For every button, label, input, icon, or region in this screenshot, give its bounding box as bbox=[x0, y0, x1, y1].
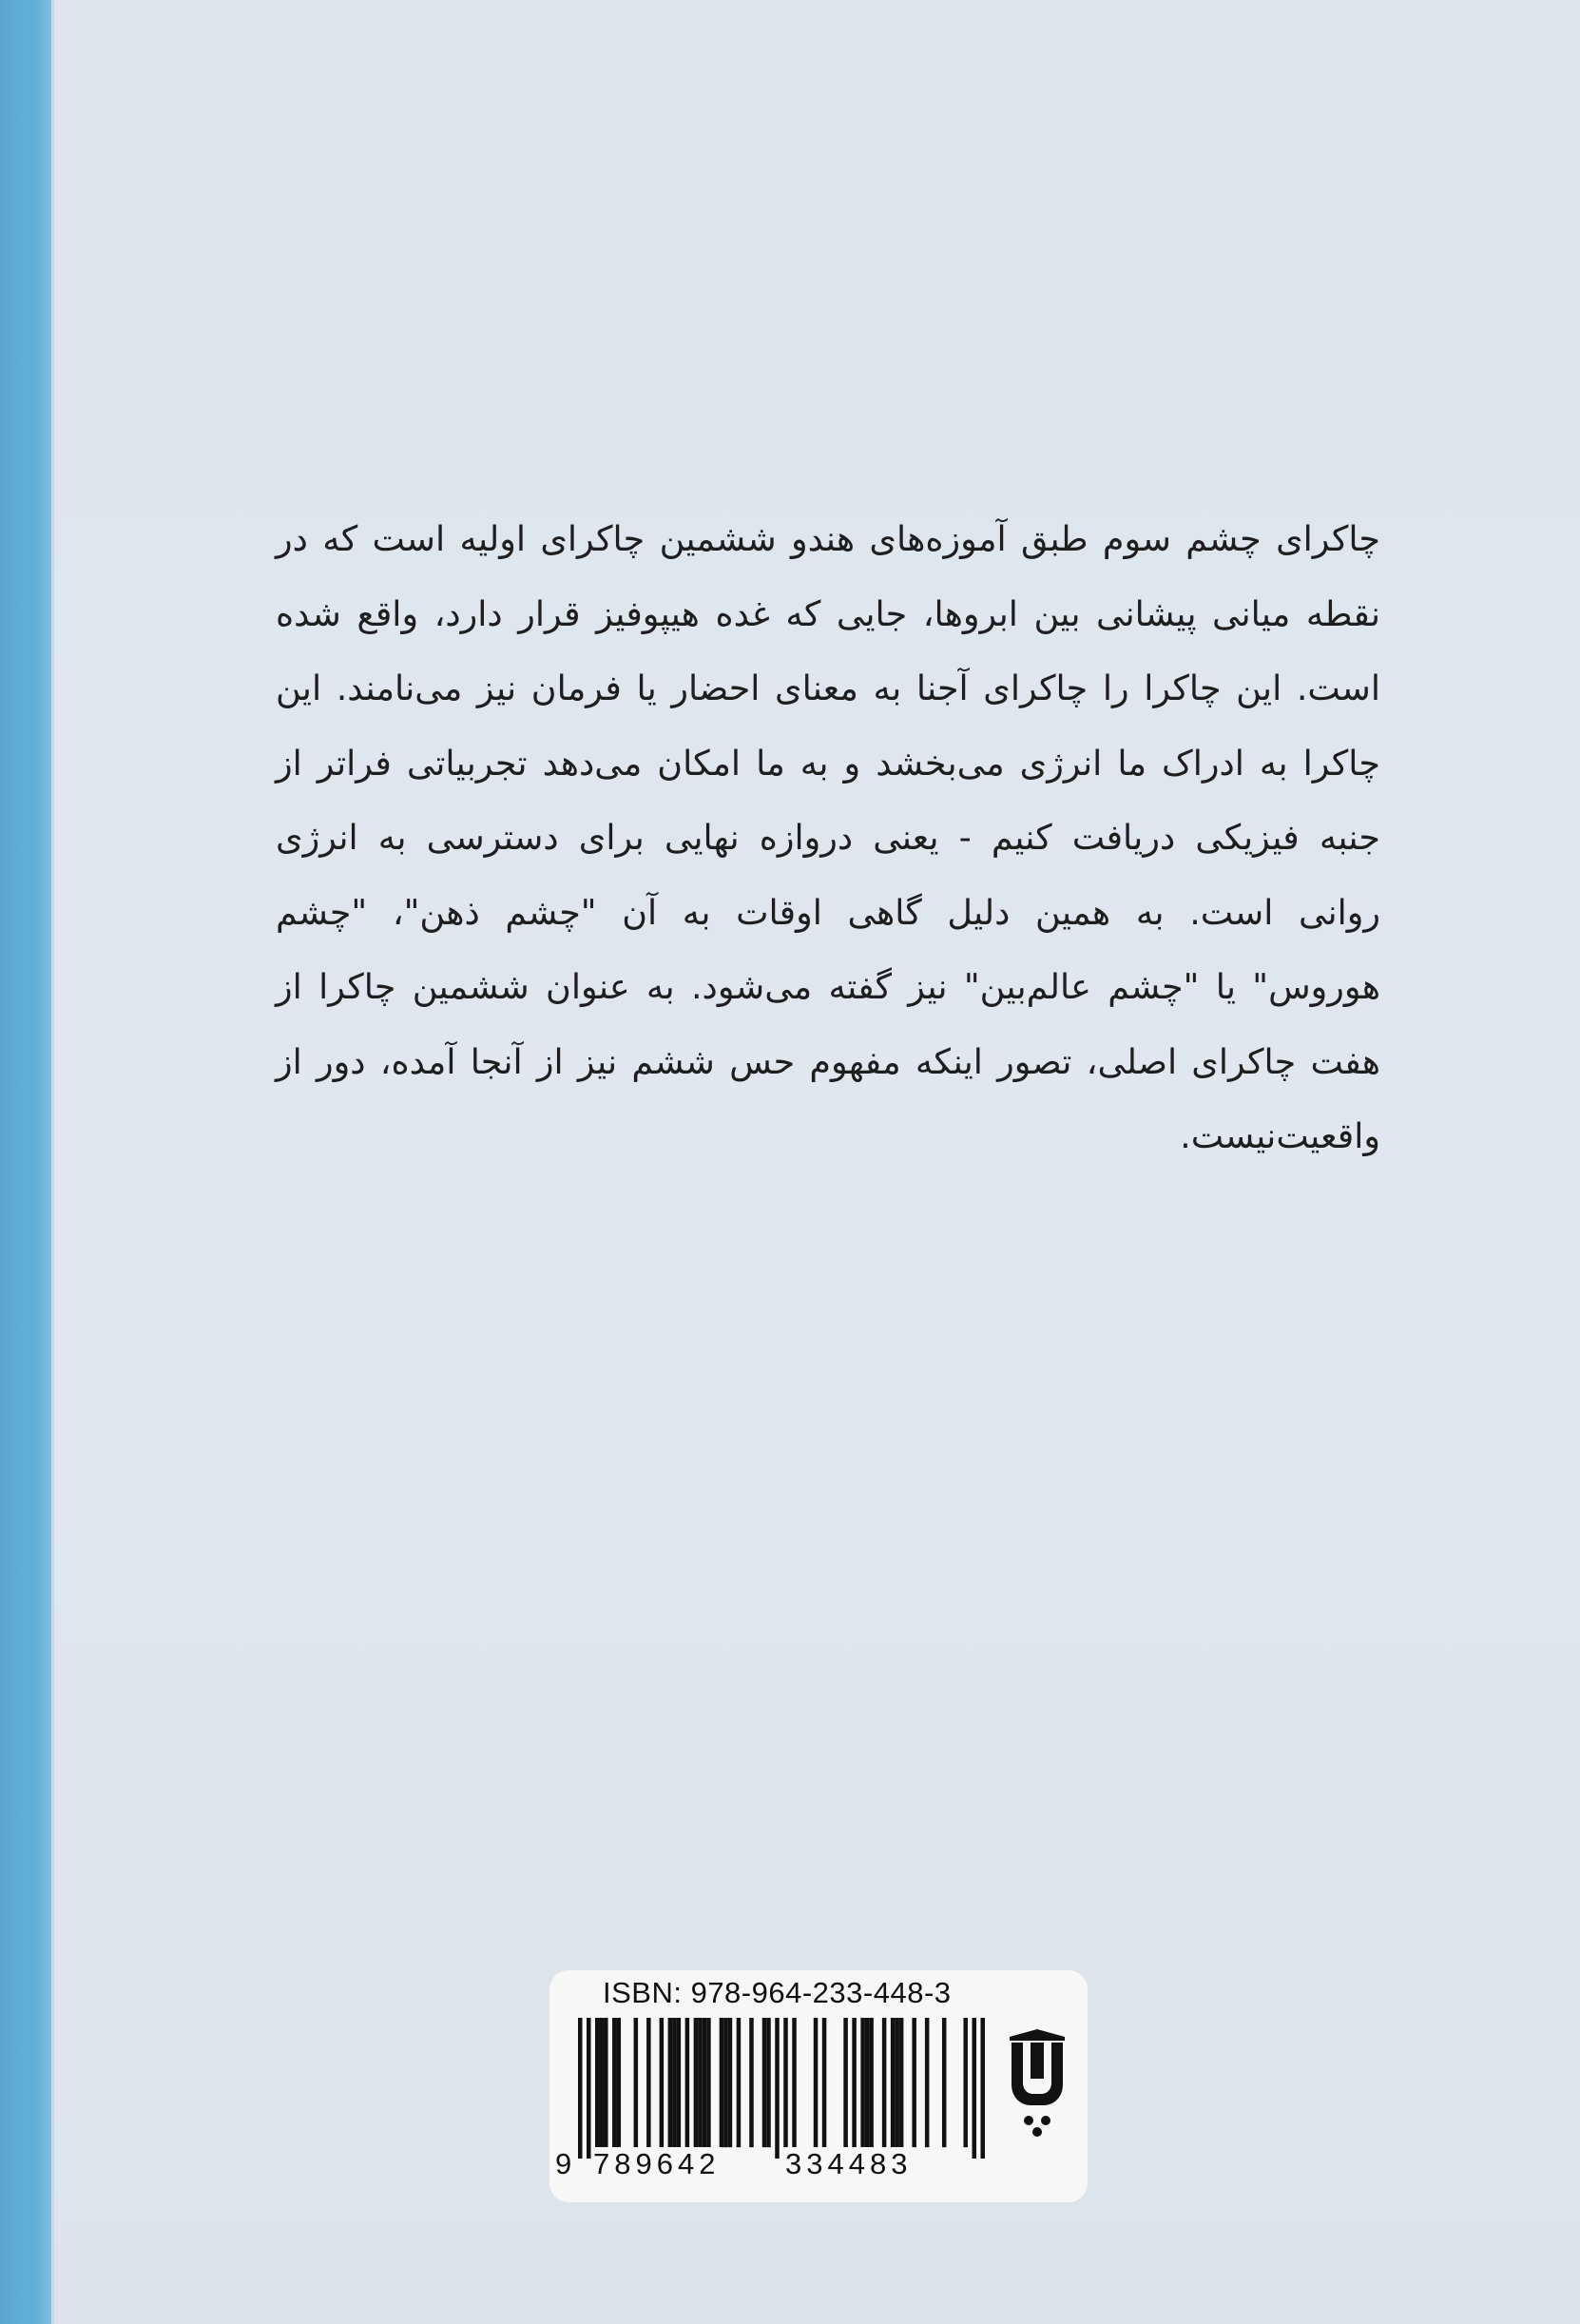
isbn-text: ISBN: 978-964-233-448-3 bbox=[603, 1976, 952, 2009]
barcode-bar bbox=[723, 2018, 728, 2147]
barcode-bar bbox=[895, 2018, 899, 2147]
barcode-bar bbox=[980, 2018, 985, 2159]
barcode-bar bbox=[660, 2018, 665, 2147]
barcode-bar bbox=[963, 2018, 968, 2147]
barcode-bar bbox=[646, 2018, 651, 2147]
barcode-bar bbox=[694, 2018, 699, 2147]
barcode-bar bbox=[703, 2018, 707, 2147]
barcode-bar bbox=[749, 2018, 754, 2147]
barcode-bar bbox=[942, 2018, 947, 2147]
barcode-bar bbox=[882, 2018, 887, 2147]
barcode-bar bbox=[677, 2018, 682, 2147]
barcode-bar bbox=[672, 2018, 677, 2147]
barcode-bar bbox=[792, 2018, 797, 2147]
barcode-bar bbox=[925, 2018, 930, 2147]
barcode-bar bbox=[604, 2018, 608, 2147]
barcode-bar bbox=[668, 2018, 673, 2147]
barcode-bar bbox=[600, 2018, 605, 2147]
barcode-bar bbox=[706, 2018, 711, 2147]
barcode-digits-left: 789642 bbox=[593, 2147, 721, 2180]
barcode-digit-first: 9 bbox=[555, 2147, 572, 2180]
barcode-digits-right: 334483 bbox=[785, 2147, 913, 2180]
barcode-bar bbox=[860, 2018, 865, 2147]
barcode-bar bbox=[972, 2018, 976, 2159]
spine-edge bbox=[51, 0, 54, 2324]
barcode-bar bbox=[912, 2018, 916, 2147]
blurb-text: چاکرای چشم سوم طبق آموزه‌های هندو ششمین چاکرای اولیه است که در نقطه میانی پیشانی بین ابروها، جایی که غده هیپوفیز قرار دارد، واقع شده است. این چاکرا را چاکرای آجنا به معنای احضار یا فرمان نیز می‌نامند. این چاکرا به ادراک ما انرژی می‌بخشد و به ما امکان می‌دهد تجربیاتی فراتر از جنبه فیزیکی دریافت کنیم - یعنی دروازه نهایی برای دسترسی به انرژی روانی است. به همین دلیل گاهی اوقات به آن "چشم ذهن"، "چشم هوروس" یا "چشم عالم‌بین" نیز گفته می‌شود. به عنوان ششمین چاکرا از هفت چاکرای اصلی، تصور اینکه مفهوم حس ششم نیز از آنجا آمده، دور از واقعیت‌نیست. bbox=[276, 518, 1380, 1156]
barcode-bar bbox=[685, 2018, 690, 2147]
barcode-bar bbox=[865, 2018, 870, 2147]
barcode-bar bbox=[762, 2018, 767, 2147]
barcode-bar bbox=[822, 2018, 827, 2147]
barcode-bar bbox=[617, 2018, 622, 2147]
barcode-bar bbox=[720, 2018, 724, 2147]
barcode-bar bbox=[612, 2018, 617, 2147]
barcode-bar bbox=[814, 2018, 819, 2147]
barcode-label bbox=[549, 1970, 1088, 2202]
barcode-bar bbox=[737, 2018, 742, 2147]
barcode-bar bbox=[578, 2018, 583, 2159]
barcode-bar bbox=[587, 2018, 591, 2159]
barcode-bar bbox=[595, 2018, 600, 2147]
barcode-bar bbox=[899, 2018, 904, 2147]
barcode-bar bbox=[766, 2018, 771, 2147]
barcode-bar bbox=[783, 2018, 788, 2159]
spine-strip bbox=[0, 0, 51, 2324]
barcode-bar bbox=[852, 2018, 857, 2147]
barcode-bar bbox=[634, 2018, 639, 2147]
barcode-bars bbox=[578, 2018, 985, 2159]
barcode-bar bbox=[728, 2018, 733, 2147]
publisher-logo-icon bbox=[1004, 2029, 1070, 2143]
barcode-bar bbox=[869, 2018, 874, 2147]
barcode-bar bbox=[843, 2018, 848, 2147]
barcode-bar bbox=[775, 2018, 780, 2159]
barcode-bar bbox=[891, 2018, 896, 2147]
barcode-bar bbox=[698, 2018, 703, 2147]
